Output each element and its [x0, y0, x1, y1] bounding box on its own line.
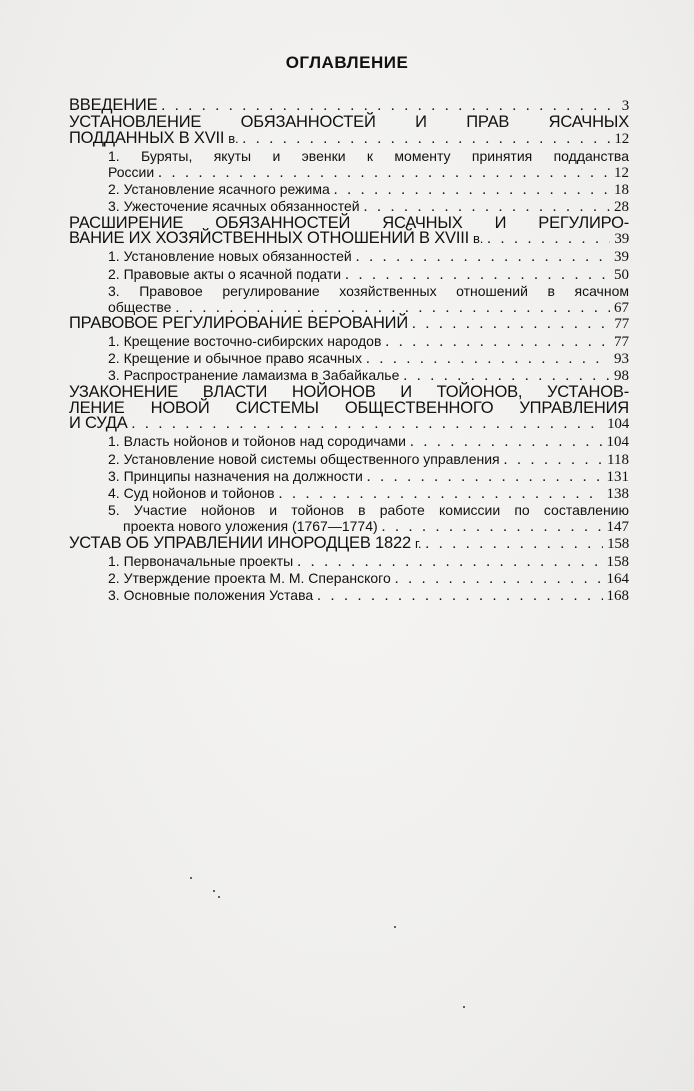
print-speck: [218, 896, 220, 898]
toc-section: [69, 333, 629, 350]
toc-entry-title: 2. Установление новой системы общественного управления: [108, 450, 500, 467]
print-speck: [394, 926, 396, 928]
page-number: 138: [606, 486, 629, 502]
page-number: 77: [614, 316, 629, 333]
leader-dots: [410, 434, 603, 450]
leader-dots: [504, 452, 603, 468]
toc-entry-title: 1. Установление новых обязанностей: [108, 248, 352, 265]
toc-entry-suffix: г.: [414, 535, 422, 551]
page-number: 98: [614, 368, 629, 385]
toc-entry-title: 3. Основные положения Устава: [108, 586, 314, 603]
print-speck: [190, 877, 192, 879]
toc-entry-title: ПРАВОВОЕ РЕГУЛИРОВАНИЕ ВЕРОВАНИЙ: [69, 314, 408, 333]
leader-dots: [242, 132, 610, 148]
page-number: 39: [614, 231, 629, 248]
leader-dots: [158, 165, 610, 181]
leader-dots: [356, 249, 610, 265]
toc-entry-title: 2. Утверждение проекта М. М. Сперанского: [108, 569, 391, 586]
leader-dots: [382, 519, 603, 535]
leader-dots: [132, 417, 604, 433]
leader-dots: [487, 232, 610, 248]
toc-entry-title: 1. Первоначальные проекты: [108, 552, 294, 569]
page-number: 158: [607, 535, 629, 552]
toc-entry-line: 1. Буряты, якуты и эвенки к моменту принятия подданства: [108, 147, 629, 164]
toc-entry-title: 3. Распространение ламаизма в Забайкалье: [108, 367, 400, 384]
page-number: 28: [614, 199, 629, 216]
toc-section: [69, 433, 629, 450]
page-number: 93: [614, 351, 629, 368]
toc-entry-line: 3. Правовое регулирование хозяйственных отношений в ясачном: [108, 282, 629, 299]
toc-chapter: [69, 316, 629, 333]
toc-section: [69, 485, 629, 502]
page-title: ОГЛАВЛЕНИЕ: [285, 53, 409, 72]
page-number: 67: [614, 299, 629, 316]
table-of-contents: [69, 98, 629, 604]
leader-dots: [334, 182, 610, 198]
toc-chapter: [69, 112, 629, 148]
leader-dots: [385, 334, 610, 350]
toc-entry-title: России: [108, 163, 155, 180]
leader-dots: [425, 537, 603, 553]
page-number: 77: [614, 334, 629, 351]
page-number: 168: [606, 587, 629, 604]
page-number: 50: [614, 266, 629, 283]
toc-chapter: [69, 382, 629, 434]
toc-entry-line: РАСШИРЕНИЕ ОБЯЗАННОСТЕЙ ЯСАЧНЫХ И РЕГУЛИРО-: [69, 213, 629, 232]
toc-section: [69, 502, 629, 535]
toc-entry-line: УСТАНОВЛЕНИЕ ОБЯЗАННОСТЕЙ И ПРАВ ЯСАЧНЫХ: [69, 112, 629, 131]
toc-section: [69, 451, 629, 468]
toc-entry-title: ВВЕДЕНИЕ: [69, 96, 158, 114]
toc-entry-title: 1. Крещение восточно-сибирских народов: [108, 333, 382, 350]
toc-entry-title: обществе: [108, 298, 172, 315]
page-number: 118: [607, 451, 629, 468]
toc-entry-title: 2. Установление ясачного режима: [108, 181, 330, 198]
page-number: 164: [606, 570, 629, 587]
toc-section: [69, 350, 629, 367]
page-number: 12: [614, 164, 629, 181]
toc-section: [69, 181, 629, 198]
toc-section: [69, 266, 629, 283]
leader-dots: [366, 351, 610, 367]
toc-section: [69, 570, 629, 587]
toc-entry-title: 2. Правовые акты о ясачной подати: [108, 265, 342, 282]
leader-dots: [367, 469, 603, 485]
page-number: 18: [614, 182, 629, 199]
toc-entry-line: УЗАКОНЕНИЕ ВЛАСТИ НОЙОНОВ И ТОЙОНОВ, УСТАНОВ-: [69, 382, 629, 401]
toc-section: [69, 198, 629, 215]
leader-dots: [345, 267, 610, 283]
toc-entry-suffix: в.: [228, 130, 239, 146]
toc-chapter: [69, 533, 629, 553]
toc-entry-line: 5. Участие нойонов и тойонов в работе комиссии по составлению: [108, 502, 629, 519]
print-speck: [463, 1006, 465, 1008]
page-number: 104: [607, 416, 629, 433]
page-number: 3: [621, 98, 629, 114]
page-number: 147: [606, 519, 629, 536]
toc-entry-title: ВАНИЕ ИХ ХОЗЯЙСТВЕННЫХ ОТНОШЕНИЙ В XVIII: [69, 229, 469, 248]
toc-entry-title: проекта нового уложения (1767—1774): [123, 518, 378, 535]
toc-entry-title: 1. Власть нойонов и тойонов над сородичами: [108, 433, 406, 450]
page-number: 131: [606, 468, 629, 485]
page-number: 12: [614, 130, 629, 147]
toc-section: [69, 468, 629, 485]
page-number: 39: [614, 249, 629, 266]
leader-dots: [412, 317, 610, 333]
page-number: 104: [606, 434, 629, 451]
toc-entry-line: ЛЕНИЕ НОВОЙ СИСТЕМЫ ОБЩЕСТВЕННОГО УПРАВЛЕНИЯ: [69, 398, 629, 417]
toc-section: [69, 553, 629, 570]
leader-dots: [395, 571, 603, 587]
toc-entry-title: УСТАВ ОБ УПРАВЛЕНИИ ИНОРОДЦЕВ 1822: [69, 533, 411, 552]
toc-entry-title: И СУДА: [69, 414, 128, 433]
toc-entry-title: 2. Крещение и обычное право ясачных: [108, 350, 362, 367]
toc-section: [69, 148, 629, 181]
leader-dots: [317, 588, 602, 604]
leader-dots: [279, 486, 603, 502]
toc-entry-suffix: в.: [472, 231, 484, 247]
page-number: 158: [606, 553, 629, 570]
toc-entry-title: ПОДДАННЫХ В XVII: [69, 128, 225, 147]
toc-section: [69, 283, 629, 316]
toc-chapter: [69, 213, 629, 249]
toc-entry-title: 4. Суд нойонов и тойонов: [108, 485, 275, 501]
toc-entry-title: 3. Ужесточение ясачных обязанностей: [108, 198, 360, 215]
toc-section: [69, 248, 629, 265]
toc-section: [69, 587, 629, 604]
toc-entry-title: 3. Принципы назначения на должности: [108, 467, 363, 484]
print-speck: [213, 890, 215, 892]
leader-dots: [297, 554, 602, 570]
